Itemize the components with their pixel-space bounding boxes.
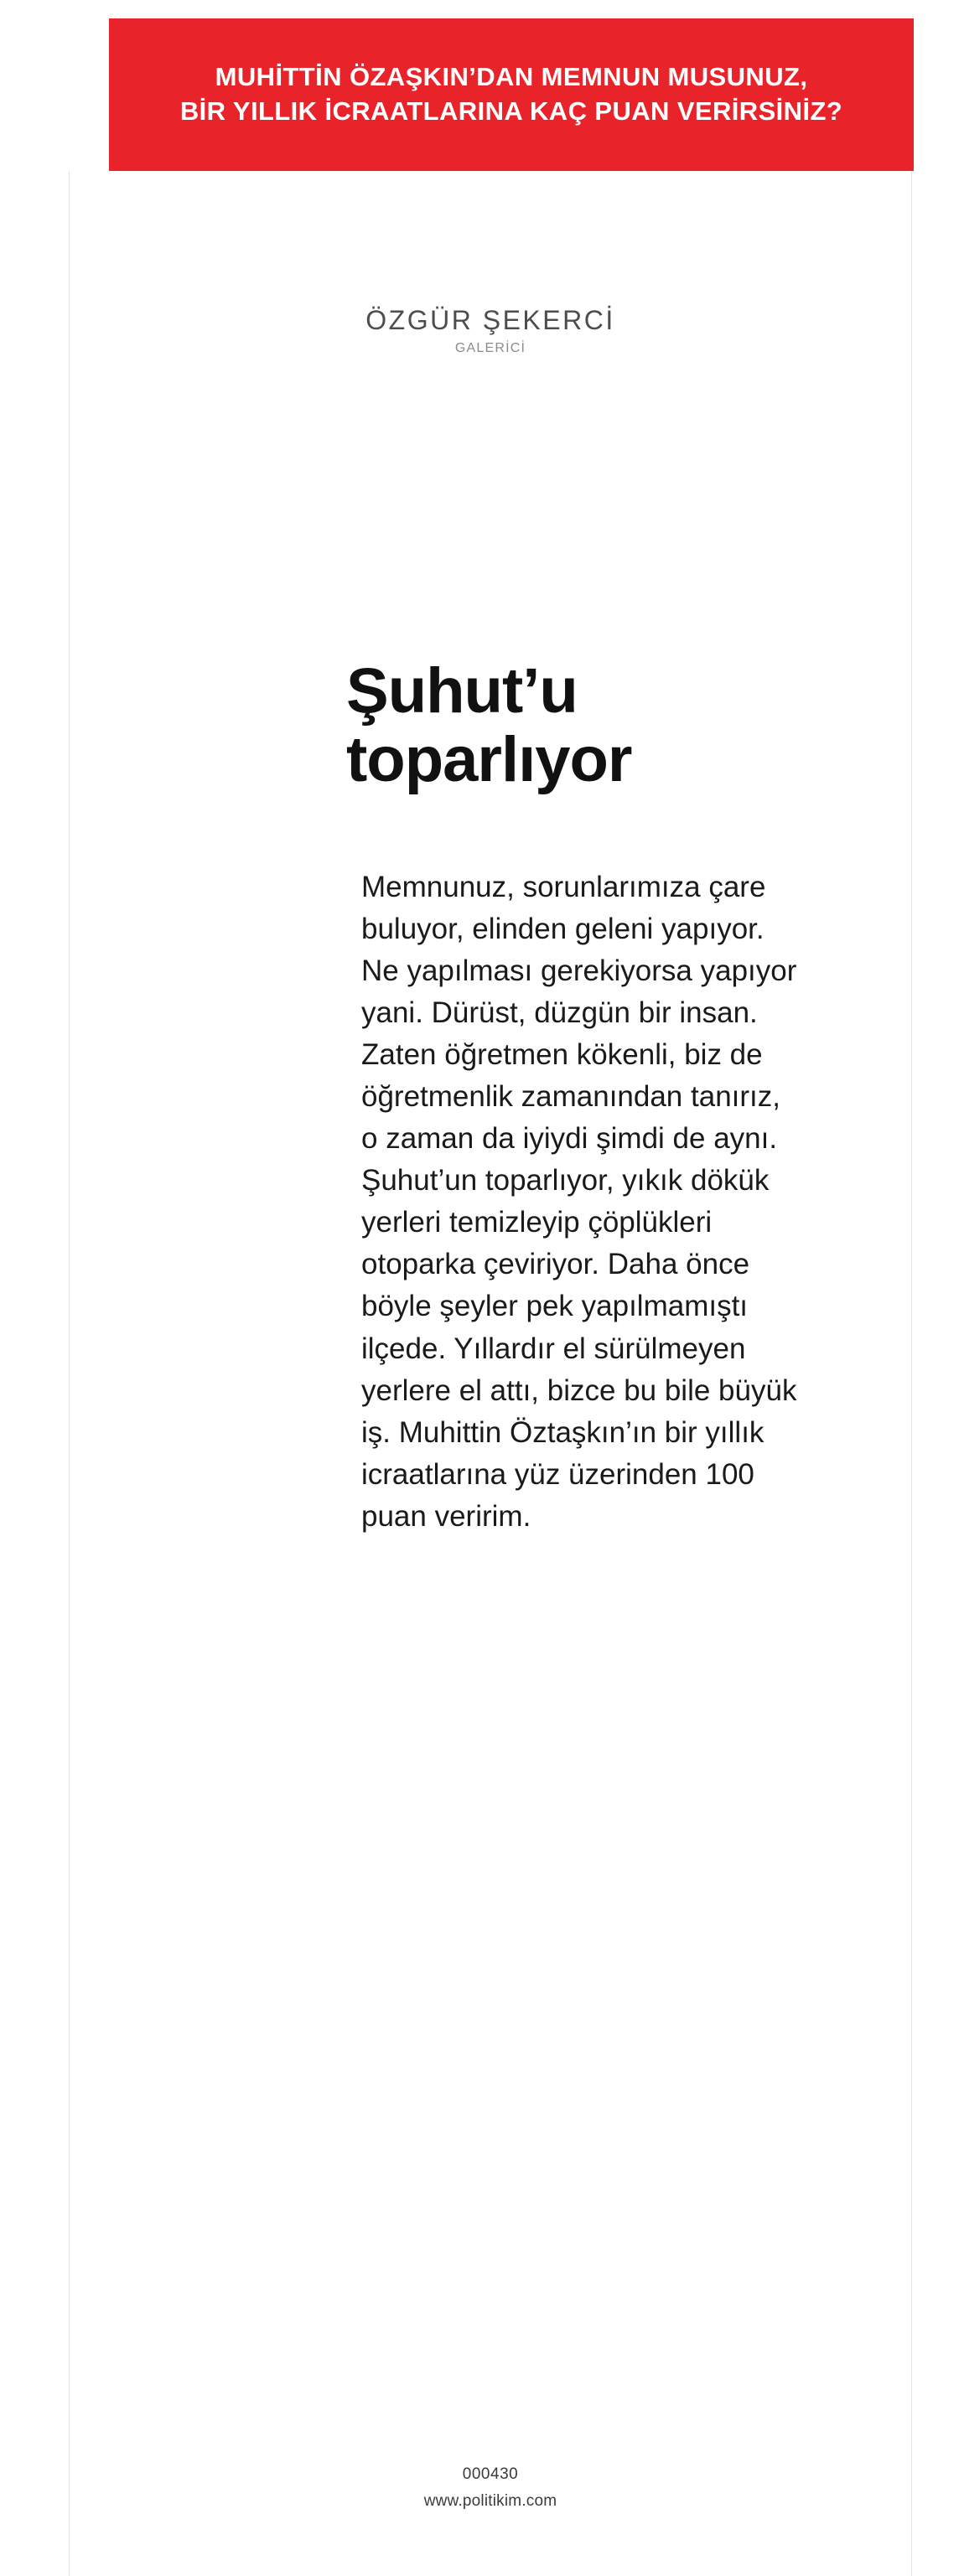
byline	[70, 305, 911, 356]
banner-line-1: MUHİTTİN ÖZAŞKIN’DAN MEMNUN MUSUNUZ,	[215, 62, 808, 92]
article-sheet	[69, 171, 912, 2576]
article-headline: Şuhut’u toparlıyor	[346, 655, 632, 796]
question-banner	[109, 18, 914, 171]
footer-code: 000430	[462, 2465, 519, 2483]
byline-role: GALERİCİ	[454, 341, 526, 355]
banner-line-2: BİR YILLIK İCRAATLARINA KAÇ PUAN VERİRSİNİZ?	[179, 96, 843, 126]
article-body: Memnunuz, sorunlarımıza çare buluyor, elinden geleni yapıyor. Ne yapılması gerekiyorsa yapıyor yani. Dürüst, düzgün bir insan. Zaten öğretmen kökenli, biz de öğretmenlik zamanından tanırız, o zaman da iyiydi şimdi de aynı. Şuhut’un toparlıyor, yıkık dökük yerleri temizleyip çöplükleri otoparka çeviriyor. Daha önce böyle şeyler pek yapılmamıştı ilçede. Yıllardır el sürülmeyen yerlere el attı, bizce bu bile büyük iş. Muhittin Öztaşkın’ın bir yıllık icraatlarına yüz üzerinden 100 puan veririm.	[361, 871, 797, 1533]
byline-name: ÖZGÜR ŞEKERCİ	[365, 305, 615, 335]
footer-url: www.politikim.com	[423, 2492, 557, 2510]
footer	[70, 2465, 911, 2511]
